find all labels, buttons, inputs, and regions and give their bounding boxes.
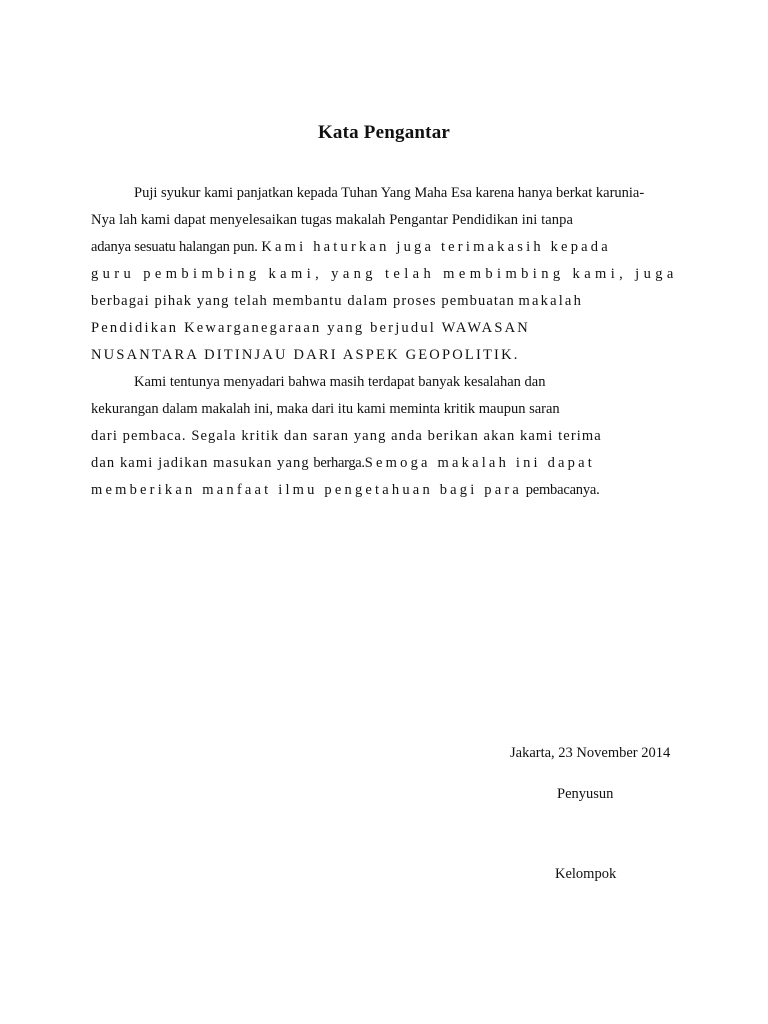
signature-role: Penyusun — [557, 786, 614, 802]
paragraph-1-line-5-end: makalah — [518, 293, 584, 309]
paragraph-1-line-3-end: Kami haturkan juga terimakasih kepada — [261, 239, 611, 255]
paragraph-2-line-5-end: pembacanya. — [525, 482, 600, 498]
paragraph-1-line-5-start: berbagai pihak yang telah membantu dalam proses pembuatan — [91, 293, 515, 309]
signature-name: Kelompok — [555, 866, 617, 882]
paragraph-2-line-3: dari pembaca. Segala kritik dan saran yang anda berikan akan kami terima — [91, 428, 602, 444]
paragraph-2-line-4-start: dan kami jadikan masukan yang — [91, 455, 310, 471]
paragraph-1-line-1: Puji syukur kami panjatkan kepada Tuhan Yang Maha Esa karena hanya berkat karunia- — [134, 185, 645, 201]
paragraph-1-line-2 — [91, 211, 573, 229]
paragraph-2-line-4-middle: berharga. — [313, 455, 365, 471]
page-title: Kata Pengantar — [317, 122, 451, 143]
paragraph-1-line-7: NUSANTARA DITINJAU DARI ASPEK GEOPOLITIK. — [91, 347, 520, 363]
paragraph-1-line-5 — [91, 292, 583, 310]
paragraph-2-line-5 — [91, 481, 600, 499]
paragraph-2-line-5-start: memberikan manfaat ilmu pengetahuan bagi para — [91, 482, 523, 498]
paragraph-1-line-4: guru pembimbing kami, yang telah membimbing kami, juga — [91, 266, 678, 282]
paragraph-1-line-3-start: adanya sesuatu halangan pun. — [91, 239, 258, 255]
paragraph-2-line-1: Kami tentunya menyadari bahwa masih terdapat banyak kesalahan dan — [134, 374, 546, 390]
paragraph-1-line-3 — [91, 238, 611, 256]
paragraph-1-line-2-text: Nya lah kami dapat menyelesaikan tugas makalah Pengantar Pendidikan ini tanpa — [91, 212, 574, 228]
paragraph-2-line-2: kekurangan dalam makalah ini, maka dari itu kami meminta kritik maupun saran — [91, 401, 560, 417]
paragraph-2-line-4 — [91, 454, 595, 472]
signature-place-date: Jakarta, 23 November 2014 — [510, 745, 671, 761]
paragraph-1-line-6: Pendidikan Kewarganegaraan yang berjudul WAWASAN — [91, 320, 530, 336]
paragraph-2-line-4-end: Semoga makalah ini dapat — [364, 455, 595, 471]
